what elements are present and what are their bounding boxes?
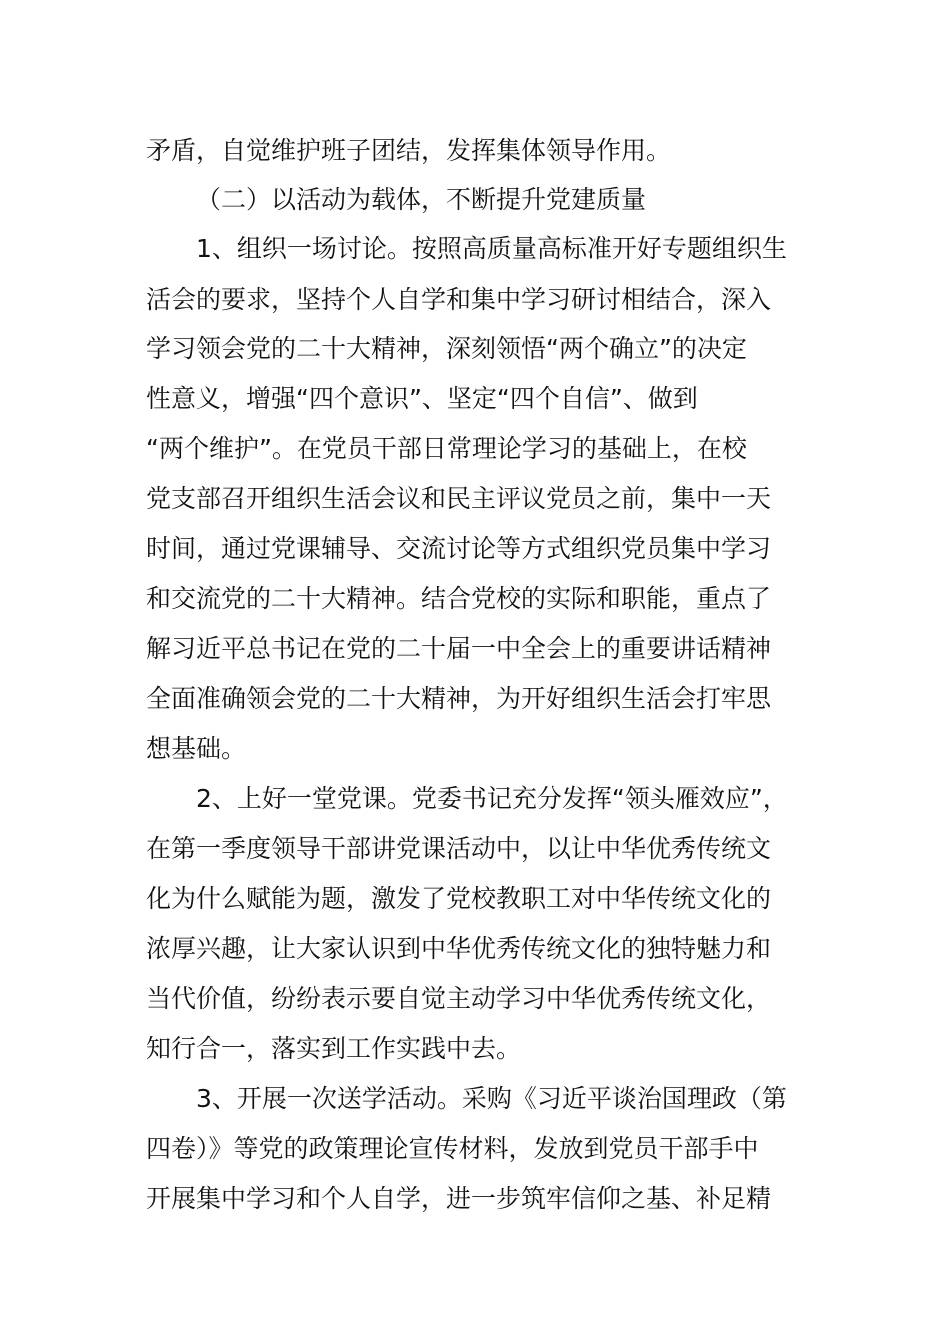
text-line	[0, 679, 950, 719]
text-line	[0, 329, 950, 369]
line-text: 学习领会党的二十大精神，深刻领悟“两个确立”的决定	[146, 334, 747, 363]
text-line	[0, 429, 950, 469]
line-text: 活会的要求，坚持个人自学和集中学习研讨相结合，深入	[146, 285, 772, 314]
line-text: 1、组织一场讨论。按照高质量高标准开好专题组织生	[196, 234, 787, 263]
line-text: 党支部召开组织生活会议和民主评议党员之前，集中一天	[146, 484, 772, 513]
line-text: 矛盾，自觉维护班子团结，发挥集体领导作用。	[146, 136, 672, 165]
text-line	[0, 729, 950, 769]
text-line	[0, 579, 950, 619]
line-text: “两个维护”。在党员干部日常理论学习的基础上，在校	[146, 434, 747, 463]
line-text: （二）以活动为载体，不断提升党建质量	[196, 185, 647, 214]
section-heading	[0, 180, 950, 220]
text-line	[0, 1029, 950, 1069]
line-text: 2、上好一堂党课。党委书记充分发挥“领头雁效应”，	[196, 784, 788, 813]
line-text: 在第一季度领导干部讲党课活动中，以让中华优秀传统文	[146, 834, 772, 863]
text-line	[0, 1079, 950, 1119]
text-line	[0, 879, 950, 919]
line-text: 当代价值，纷纷表示要自觉主动学习中华优秀传统文化，	[146, 984, 772, 1013]
line-text: 浓厚兴趣，让大家认识到中华优秀传统文化的独特魅力和	[146, 934, 772, 963]
line-text: 开展集中学习和个人自学，进一步筑牢信仰之基、补足精	[146, 1184, 772, 1213]
text-line	[0, 929, 950, 969]
text-line	[0, 779, 950, 819]
line-text: 3、开展一次送学活动。采购《习近平谈治国理政（第	[196, 1084, 787, 1113]
line-text: 解习近平总书记在党的二十届一中全会上的重要讲话精神	[146, 634, 772, 663]
text-line	[0, 529, 950, 569]
line-text: 化为什么赋能为题，激发了党校教职工对中华传统文化的	[146, 884, 772, 913]
line-text: 全面准确领会党的二十大精神，为开好组织生活会打牢思	[146, 684, 772, 713]
line-text: 性意义，增强“四个意识”、坚定“四个自信”、做到	[146, 384, 698, 413]
text-line	[0, 629, 950, 669]
text-line	[0, 280, 950, 320]
text-line	[0, 479, 950, 519]
line-text: 四卷）》等党的政策理论宣传材料，发放到党员干部手中	[146, 1134, 759, 1163]
line-text: 知行合一，落实到工作实践中去。	[146, 1034, 522, 1063]
text-line	[0, 1179, 950, 1219]
text-line	[0, 379, 950, 419]
text-line	[0, 829, 950, 869]
text-line	[0, 131, 950, 171]
line-text: 想基础。	[146, 734, 247, 763]
text-line	[0, 1129, 950, 1169]
text-line	[0, 229, 950, 269]
line-text: 和交流党的二十大精神。结合党校的实际和职能，重点了	[146, 584, 772, 613]
line-text: 时间，通过党课辅导、交流讨论等方式组织党员集中学习	[146, 534, 772, 563]
text-line	[0, 979, 950, 1019]
